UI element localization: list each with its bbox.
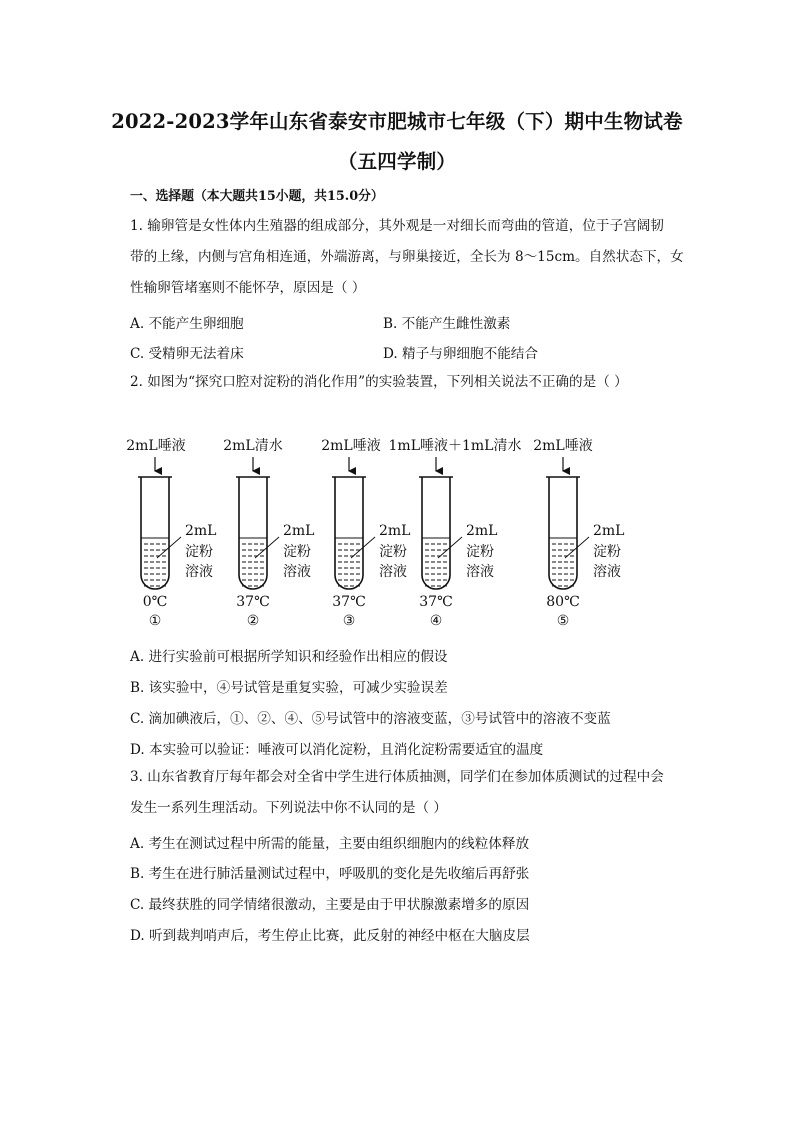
q2-option-d: D. 本实验可以验证：唾液可以消化淀粉，且消化淀粉需要适宜的温度 — [130, 742, 544, 758]
tube-1-reagent-label: 2mL唾液 — [126, 438, 186, 454]
q1-option-b: B. 不能产生雌性激素 — [383, 316, 511, 332]
q2-option-c: C. 滴加碘液后，①、②、④、⑤号试管中的溶液变蓝，③号试管中的溶液不变蓝 — [130, 711, 611, 727]
test-tube-2 — [239, 477, 267, 589]
test-tube-4 — [422, 477, 450, 589]
tube-2-volume-label: 2mL — [283, 523, 315, 539]
q1-option-a: A. 不能产生卵细胞 — [130, 316, 244, 332]
q1-stem-line-1: 1. 输卵管是女性体内生殖器的组成部分，其外观是一对细长而弯曲的管道，位于子宫阔韧 — [130, 218, 664, 234]
tube-5-number: ⑤ — [556, 613, 570, 629]
tube-2-reagent-label: 2mL清水 — [223, 438, 283, 454]
exam-title: 2022-2023学年山东省泰安市肥城市七年级（下）期中生物试卷 — [111, 110, 683, 133]
tube-1-volume-label: 2mL — [185, 523, 217, 539]
test-tube-5 — [549, 477, 577, 589]
q2-stem: 2. 如图为“探究口腔对淀粉的消化作用”的实验装置，下列相关说法不正确的是（ ） — [130, 374, 628, 390]
q3-option-a: A. 考生在测试过程中所需的能量，主要由组织细胞内的线粒体释放 — [130, 836, 530, 852]
tube-4-solution-label: 溶液 — [466, 564, 494, 580]
q3-option-b: B. 考生在进行肺活量测试过程中，呼吸肌的变化是先收缩后再舒张 — [130, 866, 530, 882]
q3-option-d: D. 听到裁判哨声后，考生停止比赛，此反射的神经中枢在大脑皮层 — [130, 928, 530, 944]
tube-1-temperature: 0℃ — [142, 594, 168, 610]
tube-4-reagent-label: 1mL唾液＋1mL清水 — [388, 438, 522, 454]
q3-option-c: C. 最终获胜的同学情绪很激动，主要是由于甲状腺激素增多的原因 — [130, 897, 530, 913]
test-tube-1 — [141, 477, 169, 589]
q1-stem-line-2: 带的上缘，内侧与宫角相连通，外端游离，与卵巢接近，全长为 8～15cm。自然状态下，女 — [130, 249, 684, 265]
q2-option-b: B. 该实验中，④号试管是重复实验，可减少实验误差 — [130, 680, 448, 696]
tube-3-starch-label: 淀粉 — [379, 544, 407, 560]
tube-3-temperature: 37℃ — [332, 594, 366, 610]
q3-stem-line-2: 发生一系列生理活动。下列说法中你不认同的是（ ） — [130, 800, 447, 816]
q1-option-d: D. 精子与卵细胞不能结合 — [383, 346, 538, 362]
tube-4-number: ④ — [429, 613, 443, 629]
q2-option-a: A. 进行实验前可根据所学知识和经验作出相应的假设 — [130, 649, 448, 665]
tube-1-starch-label: 淀粉 — [185, 544, 213, 560]
tube-5-solution-label: 溶液 — [593, 564, 621, 580]
tube-4-volume-label: 2mL — [466, 523, 498, 539]
tube-3-number: ③ — [342, 613, 356, 629]
tube-3-reagent-label: 2mL唾液 — [321, 438, 381, 454]
tube-4-temperature: 37℃ — [419, 594, 453, 610]
tube-3-solution-label: 溶液 — [379, 564, 407, 580]
section-heading: 一、选择题（本大题共15小题，共15.0分） — [130, 189, 384, 204]
test-tube-figure — [0, 425, 794, 645]
tube-2-number: ② — [246, 613, 260, 629]
tube-5-starch-label: 淀粉 — [593, 544, 621, 560]
tube-5-reagent-label: 2mL唾液 — [533, 438, 593, 454]
tube-2-starch-label: 淀粉 — [283, 544, 311, 560]
tube-5-temperature: 80℃ — [546, 594, 580, 610]
tube-3-volume-label: 2mL — [379, 523, 411, 539]
test-tube-3 — [335, 477, 363, 589]
q1-stem-line-3: 性输卵管堵塞则不能怀孕，原因是（ ） — [130, 280, 366, 296]
tube-1-number: ① — [148, 613, 162, 629]
q3-stem-line-1: 3. 山东省教育厅每年都会对全省中学生进行体质抽测，同学们在参加体质测试的过程中会 — [130, 769, 664, 785]
q1-option-c: C. 受精卵无法着床 — [130, 346, 244, 362]
tube-4-starch-label: 淀粉 — [466, 544, 494, 560]
tube-1-solution-label: 溶液 — [185, 564, 213, 580]
tube-5-volume-label: 2mL — [593, 523, 625, 539]
tube-2-solution-label: 溶液 — [283, 564, 311, 580]
tube-2-temperature: 37℃ — [236, 594, 270, 610]
exam-subtitle: （五四学制） — [337, 150, 457, 173]
